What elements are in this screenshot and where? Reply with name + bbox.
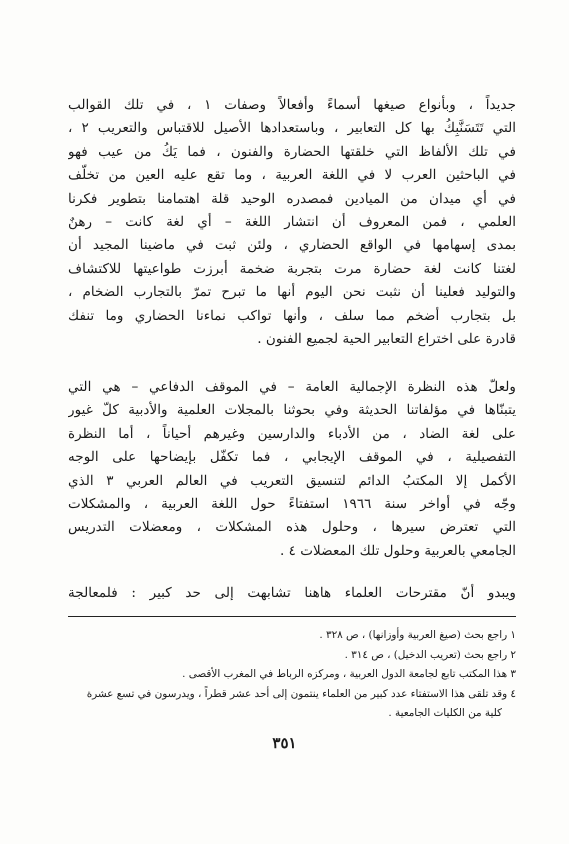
body-line: ولعلّ هذه النظرة الإجمالية العامة – في الموقف الدفاعي – هي التي bbox=[68, 379, 516, 395]
footnote-4-continued: كلية من الكليات الجامعية . bbox=[388, 707, 502, 720]
footnote-separator bbox=[68, 616, 516, 617]
body-line: التي تعترض سيرها ، وحلول هذه المشكلات ، ومعضلات التدريس bbox=[68, 519, 516, 536]
body-line: بل بتجارب أضخم مما سلف ، وأنها تواكب نماءنا الحضاري وما تنفك bbox=[68, 307, 516, 324]
body-line: الجامعي بالعربية وحلول تلك المعضلات ٤ . bbox=[279, 542, 516, 559]
paragraph-3 bbox=[68, 582, 516, 605]
footnote-1: ١ راجع بحث (صيغ العربية وأوزانها) ، ص ٣٢٨ . bbox=[319, 629, 516, 641]
body-line: قادرة على اختراع التعابير الحية لجميع الفنون . bbox=[257, 330, 516, 347]
body-line: على لغة الضاد ، من الأدباء والدارسين وغيرهم أحياناً ، أما النظرة bbox=[68, 425, 516, 442]
body-line: التفصيلية ، في الموقف الإيجابي ، فما تكفّل بإيضاحها على الوجه bbox=[68, 449, 516, 466]
body-line: بمدى إسهامها في الواقع الحضاري ، ولئن ثبت في ماضينا المجيد أن bbox=[68, 237, 516, 254]
paragraph-1 bbox=[68, 94, 516, 351]
body-line: لغتنا كانت لغة حضارة مرت بتجربة ضخمة أبرزت طواعيتها للاكتشاف bbox=[68, 260, 516, 277]
body-line: وجّه في أواخر سنة ١٩٦٦ استفتاءً حول اللغة العربية ، والمشكلات bbox=[68, 495, 516, 512]
page-number: ٣٥١ bbox=[272, 734, 297, 752]
body-line: يتبنّاها في مؤلفاتنا الحديثة وفي بحوثنا بالمجلات العلمية والأدبية كلّ غيور bbox=[68, 402, 516, 419]
footnote-2: ٢ راجع بحث (تعريب الدخيل) ، ص ٣١٤ . bbox=[344, 648, 516, 661]
body-line: ويبدو أنّ مقترحات العلماء هاهنا تشابهت إلى حد كبير : فلمعالجة bbox=[68, 585, 516, 601]
footnotes bbox=[68, 626, 516, 724]
body-line: والتوليد فعلينا أن نثبت نحن اليوم أنها ما تبرح تمرّ بالتجارب الضخام ، bbox=[68, 284, 516, 301]
body-line: جديداً ، وبأنواع صيغها أسماءً وأفعالاً وصفات ١ ، في تلك القوالب bbox=[68, 97, 516, 113]
footnote-3: ٣ هذا المكتب تابع لجامعة الدول العربية ، ومركزه الرباط في المغرب الأقصى . bbox=[182, 668, 516, 681]
body-line: في تلك الألفاظ التي خلقتها الحضارة والفنون ، فما يَكُ من عيب فهو bbox=[68, 143, 516, 160]
body-line: العلمي ، فمن المعروف أن انتشار اللغة – أي لغة كانت – رهنٌ bbox=[68, 213, 516, 230]
body-line: الأكمل إلا المكتبُ الدائم لتنسيق التعريب في العالم العربي ٣ الذي bbox=[68, 472, 516, 489]
body-line: في الباحثين العرب لا في اللغة العربية ، وما تقع عليه العين من تخلّف bbox=[68, 167, 516, 184]
footnote-4: ٤ وقد تلقى هذا الاستفتاء عدد كبير من العلماء ينتمون إلى أحد عشر قطراً ، ويدرسون في تسع عشرة bbox=[86, 687, 516, 700]
body-line: في أي ميدان من الميادين فمصدره الوحيد قلة اهتمامنا بتطوير فكرنا bbox=[68, 190, 516, 207]
paragraph-2 bbox=[68, 376, 516, 563]
body-line: التي تَتَسَنَّبِكُ بها كل التعابير ، وباستعدادها الأصيل للاقتباس والتعريب ٢ ، bbox=[68, 120, 516, 137]
